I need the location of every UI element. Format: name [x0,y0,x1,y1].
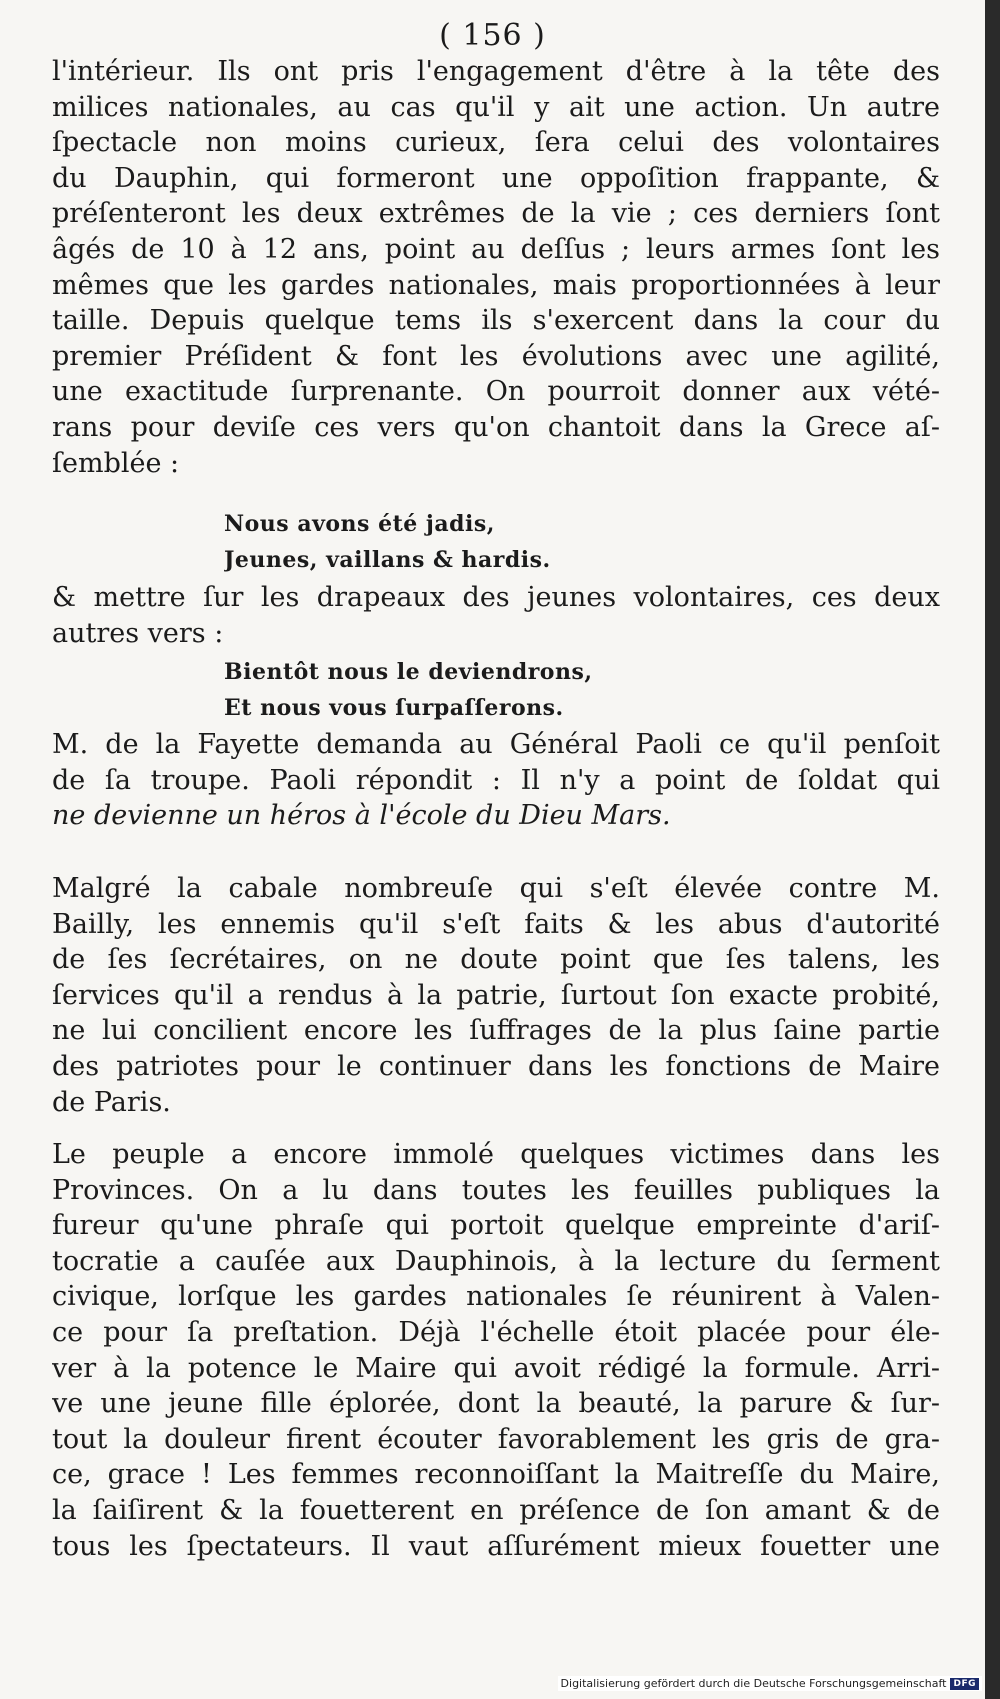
text-line: de ſa troupe. Paoli répondit : Il n'y a point de ſoldat qui [52,764,940,796]
paragraph-2 [52,580,940,651]
text-line: Le peuple a encore immolé quelques victimes dans les [52,1139,940,1170]
verse-2 [224,654,724,726]
text-line: ver à la potence le Maire qui avoit rédigé la formule. Arri- [52,1352,940,1384]
text-line: des patriotes pour le continuer dans les fonctions de Maire [52,1050,940,1082]
text-line: Bailly, les ennemis qu'il s'eſt faits & les abus d'autorité [52,908,940,940]
text-line: ve une jeune fille éplorée, dont la beauté, la parure & ſur- [52,1388,940,1420]
text-line: mêmes que les gardes nationales, mais proportionnées à leur [52,269,940,301]
text-line: ce pour ſa preſtation. Déjà l'échelle étoit placée pour éle- [52,1316,940,1348]
text-line: ſervices qu'il a rendus à la patrie, ſurtout ſon exacte probité, [52,979,940,1011]
text-line: taille. Depuis quelque tems ils s'exercent dans la cour du [52,305,940,337]
verse-1 [224,506,724,578]
verse-line: Bientôt nous le deviendrons, [224,659,593,685]
text-line: la ſaiſirent & la fouetterent en préſence de ſon amant & de [52,1494,940,1526]
text-line: civique, lorſque les gardes nationales ſe réunirent à Valen- [52,1281,940,1313]
dfg-logo: DFG [950,1678,979,1690]
scan-edge [985,0,1000,1699]
text-line: fureur qu'une phraſe qui portoit quelque empreinte d'ariſ- [52,1210,940,1242]
paragraph-3 [52,727,940,834]
text-line: autres vers : [52,617,224,649]
text-line: ce, grace ! Les femmes reconnoiſſant la Maitreſſe du Maire, [52,1459,940,1491]
paragraph-1 [52,54,940,481]
text-line: ne lui concilient encore les ſuffrages de la plus ſaine partie [52,1015,940,1047]
text-line: ſemblée : [52,447,180,479]
text-line: premier Préſident & font les évolutions avec une agilité, [52,340,940,372]
text-line: M. de la Fayette demanda au Général Paoli ce qu'il penſoit [52,729,940,760]
text-line: de ſes ſecrétaires, on ne doute point que ſes talens, les [52,944,940,976]
verse-line: Nous avons été jadis, [224,511,495,537]
text-line: ſpectacle non moins curieux, ſera celui des volontaires [52,127,940,159]
text-line: tout la douleur firent écouter favorablement les gris de gra- [52,1423,940,1455]
text-line: âgés de 10 à 12 ans, point au deſſus ; leurs armes ſont les [52,233,940,265]
paragraph-4 [52,871,940,1120]
text-line: l'intérieur. Ils ont pris l'engagement d'être à la tête des [52,56,940,87]
paragraph-5 [52,1137,940,1564]
text-line: milices nationales, au cas qu'il y ait une action. Un autre [52,91,940,123]
text-line: tocratie a cauſée aux Dauphinois, à la lecture du ſerment [52,1245,940,1277]
text-line: rans pour deviſe ces vers qu'on chantoit dans la Grece aſ- [52,411,940,443]
page-number: ( 156 ) [439,18,546,53]
text-line: préſenteront les deux extrêmes de la vie ; ces derniers ſont [52,198,940,230]
text-line: Provinces. On a lu dans toutes les feuilles publiques la [52,1174,940,1206]
digitization-footer [558,1676,982,1691]
footer-text: Digitalisierung gefördert durch die Deutsche Forschungsgemeinschaft [560,1677,947,1690]
text-line: tous les ſpectateurs. Il vaut aſſurément mieux fouetter une [52,1530,940,1562]
text-line: une exactitude ſurprenante. On pourroit donner aux vété- [52,376,940,408]
verse-line: Et nous vous ſurpaſſerons. [224,695,564,721]
verse-line: Jeunes, vaillans & hardis. [224,547,551,573]
text-line: ne devienne un héros à l'école du Dieu Mars. [52,800,671,832]
text-line: du Dauphin, qui formeront une oppoſition frappante, & [52,162,940,194]
text-line: & mettre ſur les drapeaux des jeunes volontaires, ces deux [52,582,940,613]
text-line: de Paris. [52,1086,171,1118]
text-line: Malgré la cabale nombreuſe qui s'eſt élevée contre M. [52,873,940,904]
